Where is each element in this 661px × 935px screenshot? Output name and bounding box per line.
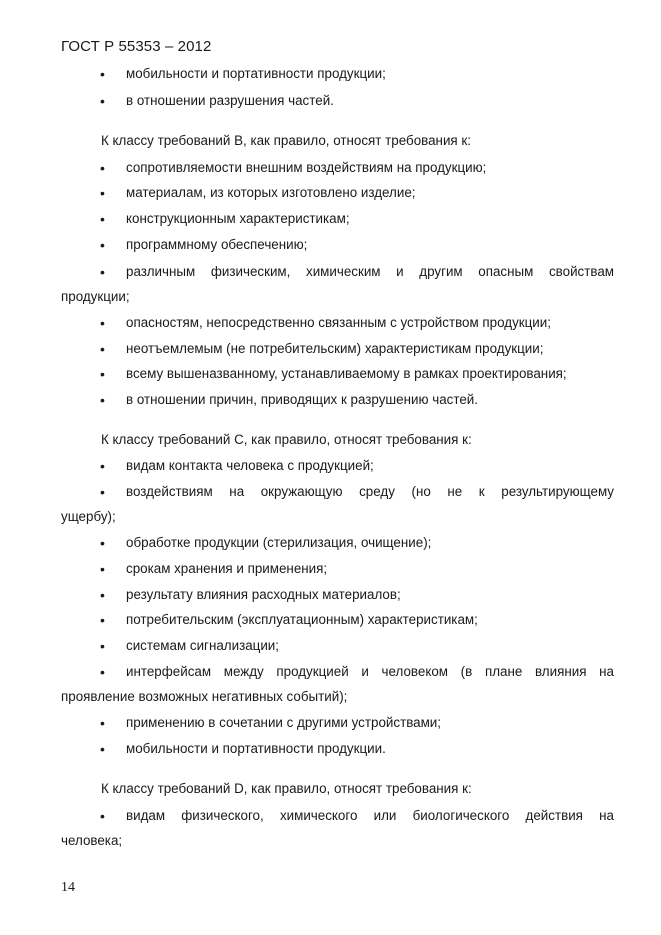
bullet: •	[100, 612, 105, 628]
bullet: •	[100, 808, 105, 824]
list-item-continuation: ущербу);	[61, 509, 116, 524]
bullet: •	[100, 638, 105, 654]
class-b-intro: К классу требований B, как правило, относят требования к:	[101, 133, 471, 148]
bullet: •	[100, 366, 105, 382]
bullet: •	[100, 341, 105, 357]
list-item-continuation: продукции;	[61, 289, 130, 304]
bullet: •	[100, 66, 105, 82]
bullet: •	[100, 160, 105, 176]
bullet: •	[100, 93, 105, 109]
class-c-intro: К классу требований C, как правило, относят требования к:	[101, 432, 472, 447]
bullet: •	[100, 458, 105, 474]
bullet: •	[100, 561, 105, 577]
class-d-intro: К классу требований D, как правило, относят требования к:	[101, 781, 472, 796]
bullet: •	[100, 484, 105, 500]
bullet: •	[100, 264, 105, 280]
bullet: •	[100, 211, 105, 227]
bullet: •	[100, 185, 105, 201]
list-item-continuation: проявление возможных негативных событий);	[61, 689, 348, 704]
bullet: •	[100, 587, 105, 603]
bullet: •	[100, 664, 105, 680]
bullet: •	[100, 315, 105, 331]
bullet: •	[100, 535, 105, 551]
document-header: ГОСТ Р 55353 – 2012	[61, 38, 212, 55]
bullet: •	[100, 237, 105, 253]
bullet: •	[100, 741, 105, 757]
list-item-continuation: человека;	[61, 833, 123, 848]
bullet: •	[100, 715, 105, 731]
bullet: •	[100, 392, 105, 408]
page-number: 14	[61, 880, 75, 895]
